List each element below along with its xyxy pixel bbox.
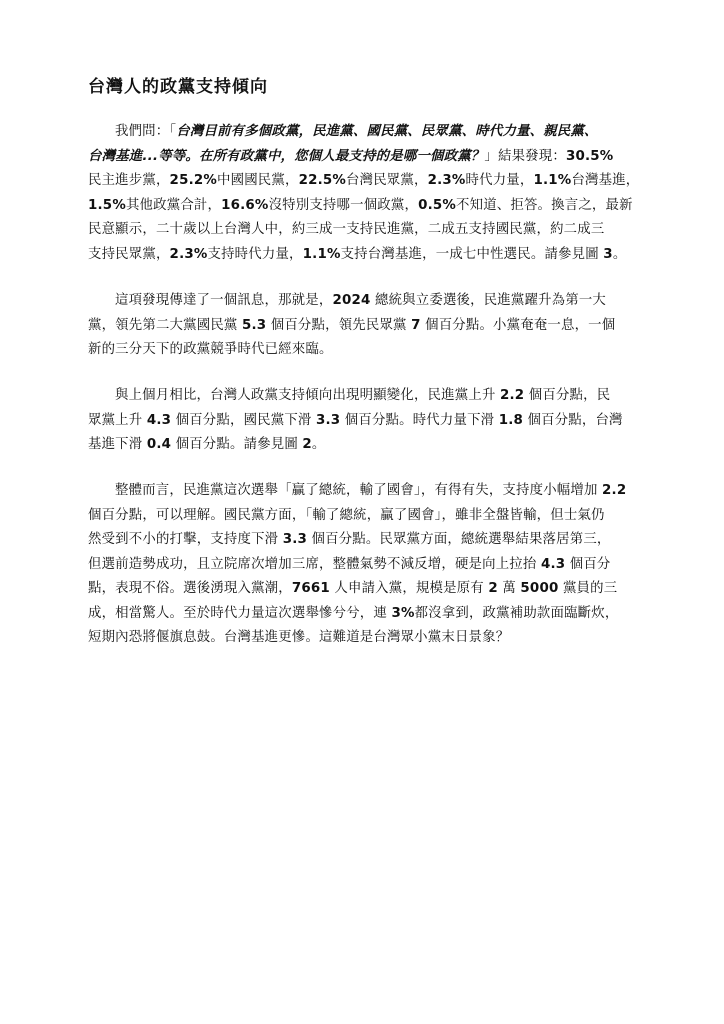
text-run: 支持民眾黨， — [88, 246, 170, 262]
text-run: 個百分點。時代力量下滑 — [340, 412, 499, 428]
text-run: 支持時代力量， — [207, 246, 303, 262]
emphasized-number: 2 — [302, 437, 312, 452]
emphasized-number: 25.2% — [169, 173, 218, 188]
text-run: 然受到不小的打擊，支持度下滑 — [88, 532, 283, 547]
text-line — [88, 120, 636, 145]
text-run: 支持台灣基進，一成七中性選民。請參見圖 — [340, 246, 604, 262]
emphasized-number: 1.8 — [498, 412, 524, 428]
emphasized-number: 3.3 — [282, 532, 308, 547]
text-run: 整體而言，民進黨這次選舉「贏了總統，輸了國會」，有得有失，支持度小幅增加 — [115, 483, 603, 498]
emphasized-number: 1.1% — [533, 173, 572, 188]
text-run: 萬 — [497, 581, 521, 596]
text-run: 。 — [311, 437, 326, 452]
text-line — [88, 218, 636, 243]
text-run: 台灣民眾黨， — [346, 173, 428, 188]
emphasized-number: 30.5% — [565, 148, 614, 164]
emphasized-number: 2.3% — [169, 246, 208, 262]
emphasized-number: 3% — [391, 605, 415, 621]
text-run: 」結果發現： — [484, 148, 566, 164]
text-line — [88, 314, 636, 339]
text-line — [88, 479, 636, 504]
text-run: 這項發現傳達了一個訊息，那就是， — [115, 293, 333, 308]
text-line — [88, 602, 636, 627]
text-line — [88, 384, 636, 409]
emphasized-number: 22.5% — [298, 173, 347, 188]
text-line — [88, 504, 636, 529]
emphasized-number: 7661 — [291, 581, 330, 596]
emphasized-number: 2 — [488, 581, 498, 596]
text-line — [88, 145, 636, 170]
emphasized-number: 16.6% — [221, 197, 269, 213]
text-line — [88, 577, 636, 602]
text-run: 中國國民黨， — [217, 173, 299, 188]
emphasized-number: 5.3 — [241, 317, 267, 333]
text-line — [88, 243, 636, 268]
text-run: 個百分點，領先民眾黨 — [266, 317, 412, 333]
text-run: 個百分點，可以理解。國民黨方面，「輸了總統，贏了國會」，雖非全盤皆輸，但士氣仍 — [88, 507, 605, 523]
text-line — [88, 626, 636, 651]
text-run: 民主進步黨， — [88, 173, 170, 188]
text-run: 與上個月相比，台灣人政黨支持傾向出現明顯變化，民進黨上升 — [115, 388, 500, 403]
text-run: 都沒拿到，政黨補助款面臨斷炊， — [414, 605, 619, 621]
emphasized-number: 2024 — [332, 293, 371, 308]
text-run: 不知道、拒答。換言之，最新 — [456, 197, 633, 213]
paragraph-monthly-change — [88, 384, 636, 458]
question-text: 台灣目前有多個政黨，民進黨、國民黨、民眾黨、時代力量、親民黨、 — [176, 124, 598, 139]
text-run: 時代力量， — [465, 173, 534, 188]
text-line — [88, 553, 636, 578]
text-run: 我們問：「 — [115, 124, 177, 139]
emphasized-number: 3 — [603, 246, 613, 262]
emphasized-number: 2.2 — [500, 388, 525, 403]
text-run: 個百分點。小黨奄奄一息，一個 — [420, 317, 616, 333]
paragraph-survey-results — [88, 120, 640, 267]
text-run: 新的三分天下的政黨競爭時代已經來臨。 — [88, 342, 333, 357]
emphasized-number: 4.3 — [146, 412, 172, 428]
text-run: 短期內恐將偃旗息鼓。台灣基進更慘。這難道是台灣眾小黨末日景象？ — [88, 630, 510, 645]
text-run: 人申請入黨，規模是原有 — [329, 581, 489, 596]
text-run: 但選前造勢成功，且立院席次增加三席，整體氣勢不減反增，硬是向上拉抬 — [88, 556, 541, 572]
emphasized-number: 2.2 — [602, 483, 627, 498]
text-run: 。 — [612, 246, 627, 262]
text-run: 其他政黨合計， — [125, 197, 222, 213]
text-run: 個百分點，民 — [524, 388, 611, 403]
document-title: 台灣人的政黨支持傾向 — [88, 77, 268, 97]
text-line — [88, 289, 636, 314]
emphasized-number: 7 — [411, 317, 421, 333]
emphasized-number: 3.3 — [315, 412, 341, 428]
paragraph-message — [88, 289, 636, 363]
text-run: 沒特別支持哪一個政黨， — [268, 197, 419, 213]
emphasized-number: 1.1% — [302, 246, 341, 262]
emphasized-number: 1.5% — [88, 197, 126, 213]
emphasized-number: 5000 — [520, 581, 559, 596]
text-line — [88, 338, 636, 363]
text-run: 個百分 — [565, 556, 611, 572]
text-run: 民意顯示，二十歲以上台灣人中，約三成一支持民進黨，二成五支持國民黨，約二成三 — [88, 222, 605, 237]
text-line — [88, 409, 636, 434]
text-run: 黨員的三 — [558, 581, 618, 596]
emphasized-number: 0.5% — [418, 197, 457, 213]
text-run: 眾黨上升 — [88, 412, 147, 428]
text-run: 黨，領先第二大黨國民黨 — [88, 317, 242, 333]
text-line — [88, 169, 640, 194]
text-run: 個百分點，國民黨下滑 — [171, 412, 316, 428]
emphasized-number: 0.4 — [146, 437, 172, 452]
paragraph-overall-analysis — [88, 479, 636, 651]
text-run: 台灣基進， — [571, 173, 640, 188]
question-text: 台灣基進...等等。在所有政黨中，您個人最支持的是哪一個政黨？ — [88, 148, 485, 164]
text-run: 總統與立委選後，民進黨躍升為第一大 — [370, 293, 607, 308]
emphasized-number: 2.3% — [427, 173, 466, 188]
text-run: 個百分點。民眾黨方面，總統選舉結果落居第三， — [307, 532, 611, 547]
text-line — [88, 433, 636, 458]
emphasized-number: 4.3 — [540, 556, 566, 572]
text-run: 點，表現不俗。選後湧現入黨潮， — [88, 581, 292, 596]
text-run: 個百分點。請參見圖 — [171, 437, 303, 452]
text-run: 個百分點，台灣 — [523, 412, 623, 428]
text-run: 基進下滑 — [88, 437, 147, 452]
text-line — [88, 528, 636, 553]
text-line — [88, 194, 636, 219]
text-run: 成，相當驚人。至於時代力量這次選舉慘兮兮，連 — [88, 605, 392, 621]
